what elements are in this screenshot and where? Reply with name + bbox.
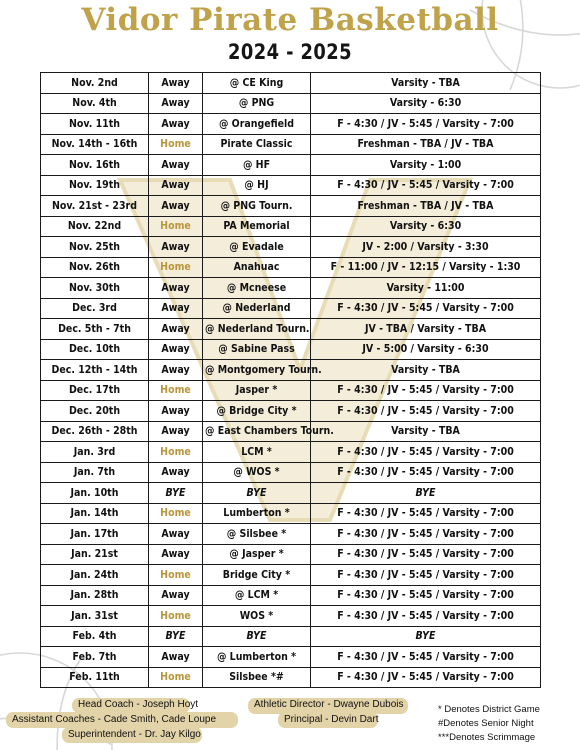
game-date: Nov. 2nd xyxy=(41,73,149,94)
athletic-director-text: Athletic Director - Dwayne Dubois xyxy=(254,699,404,710)
schedule-row xyxy=(41,647,541,668)
game-opponent: PA Memorial xyxy=(203,216,311,237)
page-title: Vidor Pirate Basketball xyxy=(81,2,499,38)
schedule-table xyxy=(40,72,541,688)
schedule-row xyxy=(41,442,541,463)
game-times: F - 4:30 / JV - 5:45 / Varsity - 7:00 xyxy=(311,667,541,688)
game-times: BYE xyxy=(311,626,541,647)
game-location: Home xyxy=(149,380,203,401)
game-opponent: Anahuac xyxy=(203,257,311,278)
game-opponent: @ East Chambers Tourn. xyxy=(203,421,311,442)
game-opponent: @ Montgomery Tourn. xyxy=(203,360,311,381)
game-times: BYE xyxy=(311,483,541,504)
schedule-row xyxy=(41,114,541,135)
game-location: Away xyxy=(149,237,203,258)
game-times: Varsity - 1:00 xyxy=(311,155,541,176)
schedule-row xyxy=(41,421,541,442)
game-date: Feb. 7th xyxy=(41,647,149,668)
schedule-row xyxy=(41,278,541,299)
schedule-row xyxy=(41,73,541,94)
game-times: F - 4:30 / JV - 5:45 / Varsity - 7:00 xyxy=(311,503,541,524)
schedule-row xyxy=(41,175,541,196)
schedule-row xyxy=(41,216,541,237)
game-times: Freshman - TBA / JV - TBA xyxy=(311,196,541,217)
game-times: F - 4:30 / JV - 5:45 / Varsity - 7:00 xyxy=(311,401,541,422)
game-location: Away xyxy=(149,401,203,422)
game-date: Nov. 19th xyxy=(41,175,149,196)
game-date: Nov. 30th xyxy=(41,278,149,299)
schedule-row xyxy=(41,606,541,627)
schedule-row xyxy=(41,565,541,586)
schedule-row xyxy=(41,196,541,217)
game-date: Nov. 4th xyxy=(41,93,149,114)
game-opponent: @ Mcneese xyxy=(203,278,311,299)
game-times: Freshman - TBA / JV - TBA xyxy=(311,134,541,155)
game-date: Nov. 14th - 16th xyxy=(41,134,149,155)
schedule-row xyxy=(41,257,541,278)
game-times: F - 4:30 / JV - 5:45 / Varsity - 7:00 xyxy=(311,298,541,319)
game-times: Varsity - TBA xyxy=(311,421,541,442)
schedule-row xyxy=(41,667,541,688)
game-times: JV - 2:00 / Varsity - 3:30 xyxy=(311,237,541,258)
game-opponent: @ PNG xyxy=(203,93,311,114)
game-location: Away xyxy=(149,585,203,606)
game-times: Varsity - 11:00 xyxy=(311,278,541,299)
schedule-row xyxy=(41,360,541,381)
game-times: Varsity - 6:30 xyxy=(311,216,541,237)
game-opponent: Pirate Classic xyxy=(203,134,311,155)
schedule-row xyxy=(41,401,541,422)
game-times: F - 4:30 / JV - 5:45 / Varsity - 7:00 xyxy=(311,606,541,627)
legend-senior-night: #Denotes Senior Night xyxy=(438,718,534,729)
game-date: Nov. 11th xyxy=(41,114,149,135)
game-date: Dec. 26th - 28th xyxy=(41,421,149,442)
game-opponent: @ Sabine Pass xyxy=(203,339,311,360)
game-location: Away xyxy=(149,93,203,114)
game-opponent: @ Bridge City * xyxy=(203,401,311,422)
game-times: F - 4:30 / JV - 5:45 / Varsity - 7:00 xyxy=(311,442,541,463)
schedule-row xyxy=(41,298,541,319)
game-opponent: @ HJ xyxy=(203,175,311,196)
game-opponent: Bridge City * xyxy=(203,565,311,586)
game-times: F - 4:30 / JV - 5:45 / Varsity - 7:00 xyxy=(311,565,541,586)
game-opponent: @ Evadale xyxy=(203,237,311,258)
principal-text: Principal - Devin Dart xyxy=(284,714,379,725)
game-location: Away xyxy=(149,278,203,299)
game-location: Home xyxy=(149,257,203,278)
game-times: F - 4:30 / JV - 5:45 / Varsity - 7:00 xyxy=(311,380,541,401)
game-opponent: @ Nederland Tourn. xyxy=(203,319,311,340)
schedule-row xyxy=(41,339,541,360)
game-date: Dec. 5th - 7th xyxy=(41,319,149,340)
game-times: JV - 5:00 / Varsity - 6:30 xyxy=(311,339,541,360)
game-opponent: BYE xyxy=(203,483,311,504)
game-date: Jan. 14th xyxy=(41,503,149,524)
game-date: Dec. 3rd xyxy=(41,298,149,319)
game-date: Dec. 20th xyxy=(41,401,149,422)
schedule-row xyxy=(41,93,541,114)
game-location: Away xyxy=(149,339,203,360)
game-times: F - 4:30 / JV - 5:45 / Varsity - 7:00 xyxy=(311,544,541,565)
assistant-coaches-text: Assistant Coaches - Cade Smith, Cade Loupe xyxy=(12,714,216,725)
schedule-row xyxy=(41,134,541,155)
game-date: Nov. 25th xyxy=(41,237,149,258)
game-opponent: @ WOS * xyxy=(203,462,311,483)
schedule-row xyxy=(41,380,541,401)
game-location: Home xyxy=(149,606,203,627)
game-opponent: WOS * xyxy=(203,606,311,627)
schedule-row xyxy=(41,237,541,258)
game-date: Jan. 7th xyxy=(41,462,149,483)
game-location: Away xyxy=(149,155,203,176)
game-opponent: @ LCM * xyxy=(203,585,311,606)
game-opponent: @ HF xyxy=(203,155,311,176)
game-date: Jan. 17th xyxy=(41,524,149,545)
schedule-row xyxy=(41,319,541,340)
game-times: F - 4:30 / JV - 5:45 / Varsity - 7:00 xyxy=(311,524,541,545)
game-location: Away xyxy=(149,544,203,565)
game-date: Dec. 12th - 14th xyxy=(41,360,149,381)
game-times: F - 4:30 / JV - 5:45 / Varsity - 7:00 xyxy=(311,647,541,668)
game-date: Nov. 21st - 23rd xyxy=(41,196,149,217)
game-times: F - 4:30 / JV - 5:45 / Varsity - 7:00 xyxy=(311,114,541,135)
schedule-row xyxy=(41,462,541,483)
game-location: Home xyxy=(149,442,203,463)
game-times: F - 4:30 / JV - 5:45 / Varsity - 7:00 xyxy=(311,462,541,483)
legend-district: * Denotes District Game xyxy=(438,704,540,715)
game-location: Away xyxy=(149,524,203,545)
game-opponent: Silsbee *# xyxy=(203,667,311,688)
game-location: Home xyxy=(149,216,203,237)
game-location: Away xyxy=(149,462,203,483)
game-times: F - 4:30 / JV - 5:45 / Varsity - 7:00 xyxy=(311,175,541,196)
game-location: Home xyxy=(149,503,203,524)
game-opponent: @ Jasper * xyxy=(203,544,311,565)
head-coach-text: Head Coach - Joseph Hoyt xyxy=(78,699,199,710)
game-date: Jan. 10th xyxy=(41,483,149,504)
game-opponent: Lumberton * xyxy=(203,503,311,524)
schedule-row xyxy=(41,155,541,176)
game-opponent: @ Orangefield xyxy=(203,114,311,135)
schedule-row xyxy=(41,524,541,545)
game-date: Jan. 31st xyxy=(41,606,149,627)
game-opponent: @ Silsbee * xyxy=(203,524,311,545)
game-opponent: @ Nederland xyxy=(203,298,311,319)
game-location: Away xyxy=(149,196,203,217)
game-location: BYE xyxy=(149,626,203,647)
game-date: Nov. 26th xyxy=(41,257,149,278)
game-location: Away xyxy=(149,319,203,340)
game-location: Away xyxy=(149,360,203,381)
game-date: Jan. 3rd xyxy=(41,442,149,463)
game-times: F - 4:30 / JV - 5:45 / Varsity - 7:00 xyxy=(311,585,541,606)
game-location: Home xyxy=(149,667,203,688)
game-date: Nov. 22nd xyxy=(41,216,149,237)
game-date: Feb. 11th xyxy=(41,667,149,688)
schedule-row xyxy=(41,626,541,647)
game-location: Away xyxy=(149,73,203,94)
game-times: Varsity - 6:30 xyxy=(311,93,541,114)
game-opponent: LCM * xyxy=(203,442,311,463)
superintendent-text: Superintendent - Dr. Jay Kilgo xyxy=(68,729,201,740)
game-location: Away xyxy=(149,421,203,442)
schedule-row xyxy=(41,585,541,606)
game-times: Varsity - TBA xyxy=(311,73,541,94)
season-label: 2024 - 2025 xyxy=(228,40,352,64)
schedule-row xyxy=(41,503,541,524)
game-opponent: @ PNG Tourn. xyxy=(203,196,311,217)
game-location: Away xyxy=(149,175,203,196)
game-location: Away xyxy=(149,647,203,668)
game-date: Jan. 21st xyxy=(41,544,149,565)
game-date: Dec. 17th xyxy=(41,380,149,401)
legend-scrimmage: ***Denotes Scrimmage xyxy=(438,732,536,743)
game-opponent: Jasper * xyxy=(203,380,311,401)
schedule-row xyxy=(41,483,541,504)
game-date: Dec. 10th xyxy=(41,339,149,360)
game-date: Feb. 4th xyxy=(41,626,149,647)
game-location: BYE xyxy=(149,483,203,504)
game-date: Jan. 24th xyxy=(41,565,149,586)
game-date: Nov. 16th xyxy=(41,155,149,176)
game-opponent: BYE xyxy=(203,626,311,647)
game-opponent: @ CE King xyxy=(203,73,311,94)
game-times: F - 11:00 / JV - 12:15 / Varsity - 1:30 xyxy=(311,257,541,278)
game-times: JV - TBA / Varsity - TBA xyxy=(311,319,541,340)
game-times: Varsity - TBA xyxy=(311,360,541,381)
game-opponent: @ Lumberton * xyxy=(203,647,311,668)
game-location: Away xyxy=(149,298,203,319)
game-location: Away xyxy=(149,114,203,135)
game-location: Home xyxy=(149,134,203,155)
game-date: Jan. 28th xyxy=(41,585,149,606)
game-location: Home xyxy=(149,565,203,586)
schedule-row xyxy=(41,544,541,565)
